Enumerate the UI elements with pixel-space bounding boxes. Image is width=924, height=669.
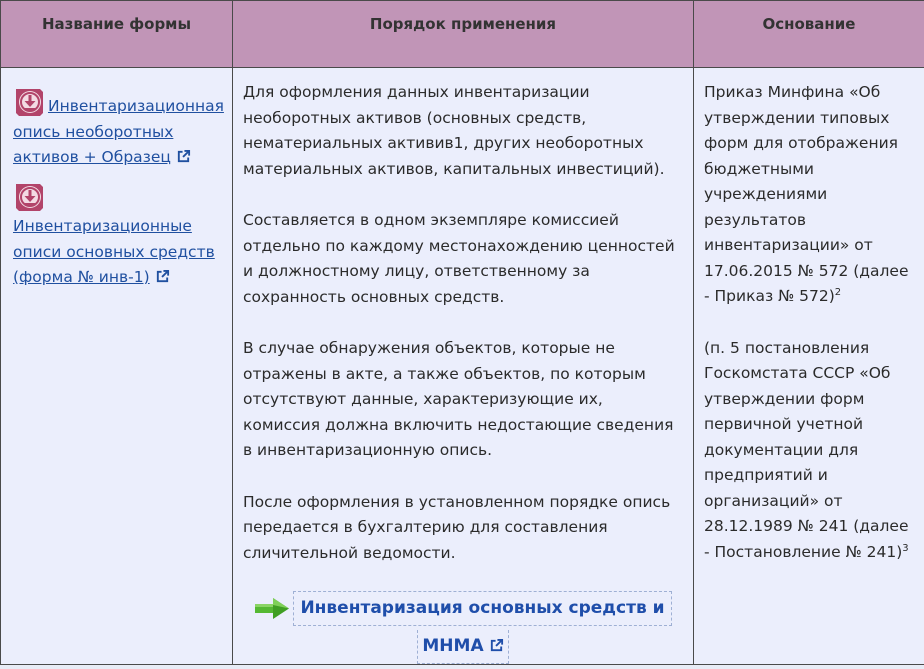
header-row <box>1 1 924 68</box>
form-name-cell <box>1 68 233 665</box>
download-icon[interactable] <box>13 86 46 119</box>
footnote-ref[interactable]: 2 <box>834 286 842 298</box>
header-form-name: Название формы <box>1 1 233 68</box>
basis-paragraph <box>704 80 916 310</box>
related-article-title[interactable]: Инвентаризация основных средств и <box>293 591 671 626</box>
external-link-icon[interactable] <box>489 638 504 653</box>
basis-text: (п. 5 постановления Госкомстата СССР «Об утверждении форм первичной учетной документации для предприятий и организаций» от 28.12.1989 № 241 (далее - Постановление № 241) <box>704 338 909 561</box>
form-link-inv-1[interactable]: Инвентаризационные описи основных средств (форма № инв-1) <box>13 217 215 286</box>
related-article-title-end[interactable]: МНМА <box>422 635 484 656</box>
procedure-cell <box>233 68 694 665</box>
header-basis: Основание <box>694 1 924 68</box>
basis-cell <box>694 68 924 665</box>
form-item <box>13 86 226 171</box>
external-link-icon[interactable] <box>155 269 170 284</box>
download-icon[interactable] <box>13 181 46 214</box>
table-row <box>1 68 924 665</box>
basis-paragraph <box>704 336 916 566</box>
footnote-ref[interactable]: 3 <box>902 542 909 554</box>
procedure-paragraph: Для оформления данных инвентаризации необоротных активов (основных средств, нематериальных активив1, других необоротных материальных активов, капитальных инвестиций). <box>243 83 665 178</box>
form-item <box>13 181 226 291</box>
header-procedure: Порядок применения <box>233 1 694 68</box>
arrow-right-icon <box>254 596 291 621</box>
form-link-noncurrent-assets[interactable]: Инвентаризационная опись необоротных активов + Образец <box>13 97 224 166</box>
external-link-icon[interactable] <box>176 149 191 164</box>
procedure-paragraph: После оформления в установленном порядке опись передается в бухгалтерию для составления сличительной ведомости. <box>243 492 671 562</box>
procedure-paragraph: В случае обнаружения объектов, которые не отражены в акте, а также объектов, по которым отсутствуют данные, характеризующие их, комиссия должна включить недостающие сведения в инвентаризационную опись. <box>243 339 674 459</box>
related-article-link[interactable] <box>243 591 683 664</box>
basis-text: Приказ Минфина «Об утверждении типовых форм для отображения бюджетными учреждениями результатов инвентаризации» от 17.06.2015 № 572 (далее - Приказ № 572) <box>704 83 909 305</box>
procedure-paragraph: Составляется в одном экземпляре комиссией отдельно по каждому местонахождению ценностей и должностному лицу, ответственному за сохранность основных средств. <box>243 211 675 306</box>
